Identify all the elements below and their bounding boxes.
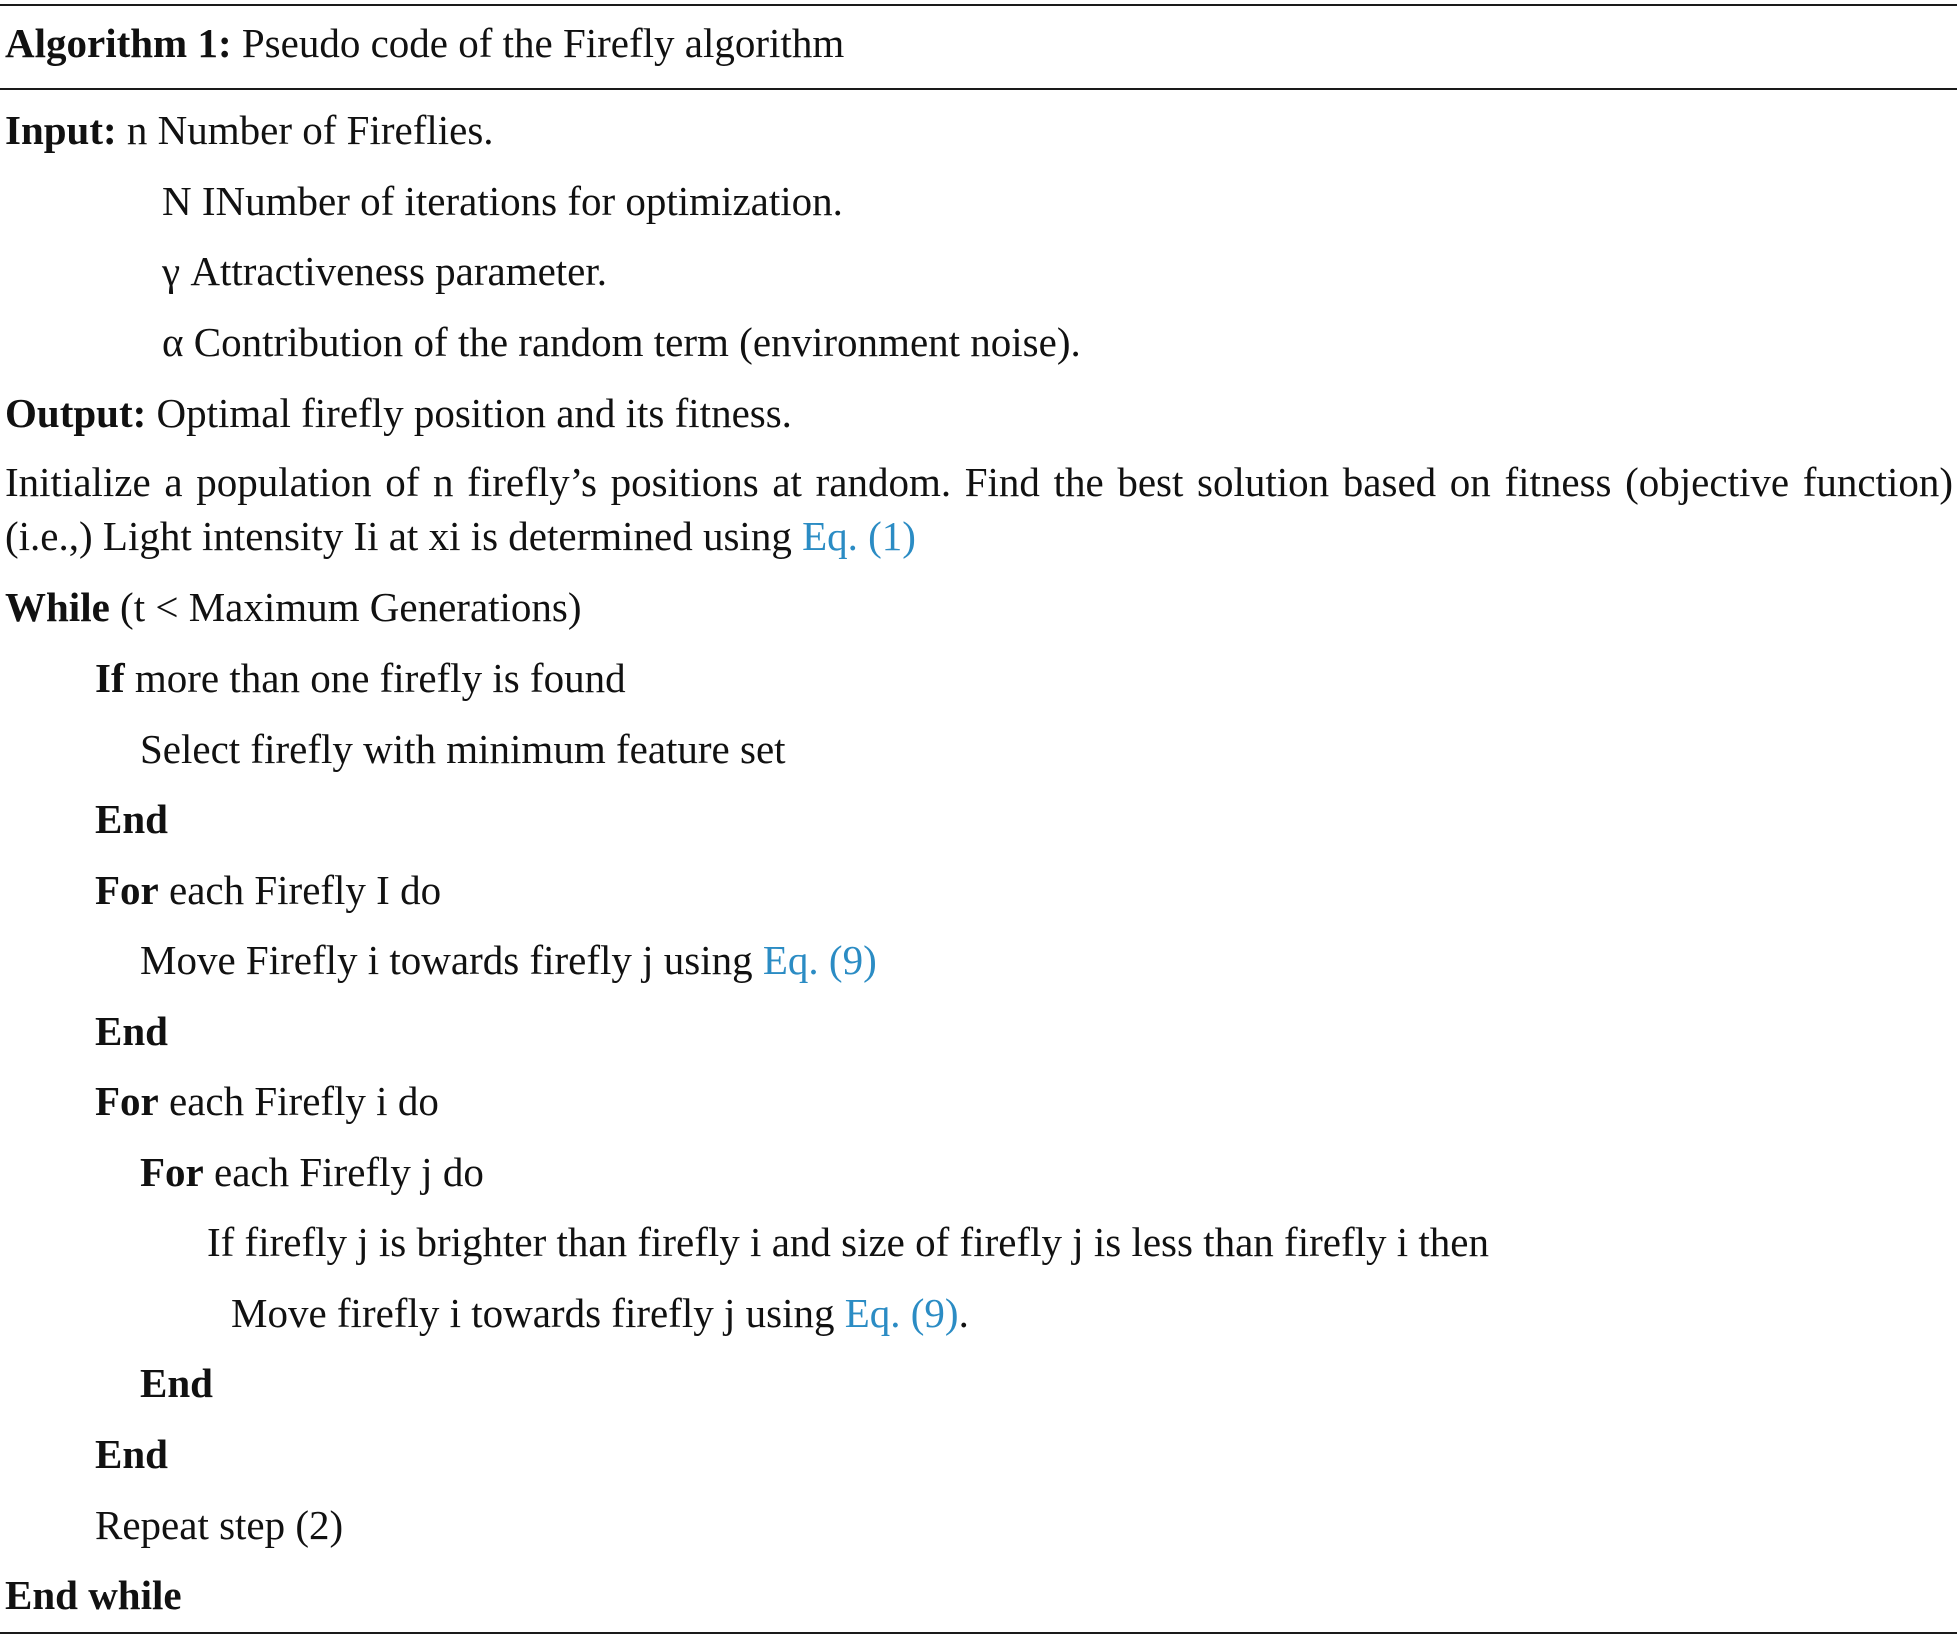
input-item-alpha: α Contribution of the random term (environment noise). xyxy=(162,319,1081,365)
brighter-condition-line: If firefly j is brighter than firefly i and size of firefly j is less than firefly i then xyxy=(207,1219,1489,1265)
repeat-line: Repeat step (2) xyxy=(95,1502,344,1548)
end-keyword: End xyxy=(95,796,168,842)
for-each-I-line xyxy=(95,866,441,914)
algorithm-label: Algorithm 1: xyxy=(5,20,232,66)
end-while-keyword: End while xyxy=(5,1572,182,1618)
period: . xyxy=(958,1290,969,1336)
input-label: Input: xyxy=(5,107,117,153)
for-each-j-line xyxy=(140,1148,484,1196)
bottom-rule xyxy=(0,1632,1957,1634)
end-keyword: End xyxy=(95,1008,168,1054)
for-text: each Firefly i do xyxy=(158,1078,439,1124)
end-keyword: End xyxy=(140,1360,213,1406)
output-text: Optimal firefly position and its fitness. xyxy=(156,390,792,436)
for-keyword: For xyxy=(140,1149,204,1195)
algorithm-title: Pseudo code of the Firefly algorithm xyxy=(241,20,845,66)
while-keyword: While xyxy=(5,584,110,630)
while-condition: (t < Maximum Generations) xyxy=(109,584,582,630)
init-paragraph xyxy=(5,455,1953,563)
end-inner-for-line xyxy=(140,1359,213,1407)
input-item-iterations: N INumber of iterations for optimization. xyxy=(162,178,843,224)
top-rule xyxy=(0,4,1957,6)
end-while-line xyxy=(5,1571,182,1619)
init-text: Initialize a population of n firefly’s positions at random. Find the best solution based on fitness (objective function) (i.e.,) Light intensity Ii at xi is determined using xyxy=(5,459,1953,559)
if-keyword: If xyxy=(95,655,125,701)
move-text: Move firefly i towards firefly j using xyxy=(231,1290,845,1336)
for-keyword: For xyxy=(95,1078,159,1124)
end-keyword: End xyxy=(95,1431,168,1477)
for-each-i-line xyxy=(95,1077,439,1125)
move-line xyxy=(140,936,877,984)
for-text: each Firefly I do xyxy=(158,867,442,913)
while-line xyxy=(5,583,582,631)
select-line: Select firefly with minimum feature set xyxy=(140,726,786,772)
end-outer-for-line xyxy=(95,1430,168,1478)
eq9-link[interactable]: Eq. (9) xyxy=(844,1290,959,1336)
input-item-n: n Number of Fireflies. xyxy=(126,107,494,153)
input-line xyxy=(5,106,494,154)
output-line xyxy=(5,389,792,437)
for-text: each Firefly j do xyxy=(203,1149,484,1195)
algorithm-caption xyxy=(5,19,844,67)
if-condition: more than one firefly is found xyxy=(124,655,626,701)
end-if-line xyxy=(95,795,168,843)
eq1-link[interactable]: Eq. (1) xyxy=(802,513,916,559)
move-inner-line xyxy=(231,1289,969,1337)
output-label: Output: xyxy=(5,390,147,436)
if-line xyxy=(95,654,626,702)
for-keyword: For xyxy=(95,867,159,913)
caption-rule xyxy=(0,88,1957,90)
move-text: Move Firefly i towards firefly j using xyxy=(140,937,763,983)
input-item-gamma: γ Attractiveness parameter. xyxy=(162,248,608,294)
eq9-link[interactable]: Eq. (9) xyxy=(762,937,877,983)
end-for-line xyxy=(95,1007,168,1055)
